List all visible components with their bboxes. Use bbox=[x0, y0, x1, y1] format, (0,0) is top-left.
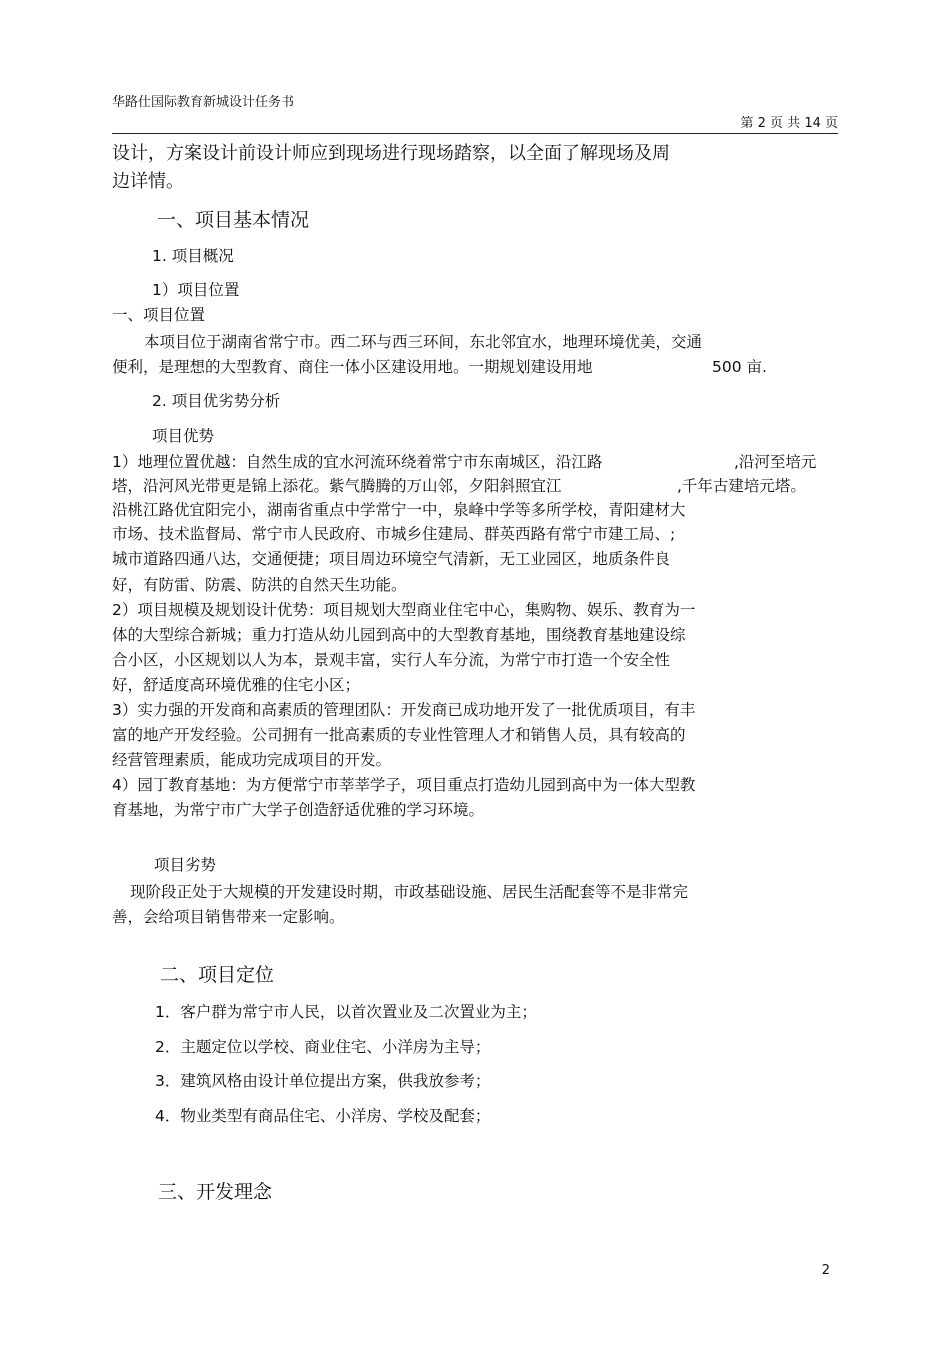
paragraph-line: 3）实力强的开发商和高素质的管理团队：开发商已成功地开发了一批优质项目，有丰 bbox=[112, 701, 696, 719]
paragraph-line: ,沿河至培元 bbox=[734, 453, 817, 471]
list-item: 3．建筑风格由设计单位提出方案，供我放参考； bbox=[155, 1072, 491, 1090]
section-heading: 一、项目基本情况 bbox=[157, 209, 310, 231]
disadvantages-heading: 项目劣势 bbox=[154, 856, 217, 874]
paragraph-line: 育基地，为常宁市广大学子创造舒适优雅的学习环境。 bbox=[112, 801, 485, 819]
location-label: 一、项目位置 bbox=[112, 306, 206, 324]
paragraph-line: 城市道路四通八达，交通便捷；项目周边环境空气清新，无工业园区，地质条件良 bbox=[112, 550, 671, 568]
section-heading: 三、开发理念 bbox=[158, 1181, 273, 1203]
paragraph-line: 富的地产开发经验。公司拥有一批高素质的专业性管理人才和销售人员，具有较高的 bbox=[112, 726, 686, 744]
intro-line: 设计，方案设计前设计师应到现场进行现场踏察，以全面了解现场及周 bbox=[112, 143, 670, 164]
paragraph-line: ,千年古建培元塔。 bbox=[677, 477, 806, 495]
paragraph-line: 市场、技术监督局、常宁市人民政府、市城乡住建局、群英西路有常宁市建工局、; bbox=[112, 525, 676, 543]
advantages-heading: 项目优势 bbox=[152, 427, 215, 445]
page-number: 2 bbox=[821, 1263, 830, 1278]
subsection-heading: 1）项目位置 bbox=[152, 281, 240, 299]
paragraph-line: 好，舒适度高环境优雅的住宅小区； bbox=[112, 676, 361, 694]
list-item: 1．客户群为常宁市人民，以首次置业及二次置业为主； bbox=[155, 1003, 537, 1021]
subsection-heading: 2. 项目优劣势分析 bbox=[152, 392, 281, 410]
paragraph-line: 好，有防雷、防震、防洪的自然天生功能。 bbox=[112, 576, 407, 594]
page-count: 第 2 页 共 14 页 bbox=[740, 116, 838, 131]
paragraph-line: 便利，是理想的大型教育、商住一体小区建设用地。一期规划建设用地 bbox=[112, 358, 593, 376]
subsection-heading: 1. 项目概况 bbox=[152, 247, 234, 265]
paragraph-line: 塔，沿河风光带更是锦上添花。紫气腾腾的万山邻，夕阳斜照宜江 bbox=[112, 477, 562, 495]
paragraph-line: 本项目位于湖南省常宁市。西二环与西三环间，东北邻宜水，地理环境优美，交通 bbox=[144, 333, 703, 351]
paragraph-line: 经营管理素质，能成功完成项目的开发。 bbox=[112, 751, 392, 769]
list-item: 4．物业类型有商品住宅、小洋房、学校及配套； bbox=[155, 1107, 491, 1125]
paragraph-line: 4）园丁教育基地：为方便常宁市莘莘学子，项目重点打造幼儿园到高中为一体大型教 bbox=[112, 776, 696, 794]
paragraph-line: 2）项目规模及规划设计优势：项目规划大型商业住宅中心，集购物、娱乐、教育为一 bbox=[112, 601, 696, 619]
intro-line: 边详情。 bbox=[112, 171, 184, 192]
list-item: 2．主题定位以学校、商业住宅、小洋房为主导； bbox=[155, 1038, 491, 1056]
section-heading: 二、项目定位 bbox=[160, 964, 275, 986]
paragraph-line: 沿桃江路优宜阳完小，湖南省重点中学常宁一中，泉峰中学等多所学校，青阳建材大 bbox=[112, 501, 686, 519]
paragraph-line: 1）地理位置优越：自然生成的宜水河流环绕着常宁市东南城区，沿江路 bbox=[112, 453, 603, 471]
paragraph-line: 体的大型综合新城；重力打造从幼儿园到高中的大型教育基地，围绕教育基地建设综 bbox=[112, 626, 686, 644]
paragraph-line: 500 亩. bbox=[712, 358, 767, 376]
paragraph-line: 现阶段正处于大规模的开发建设时期，市政基础设施、居民生活配套等不是非常完 bbox=[130, 883, 689, 901]
header-rule bbox=[112, 133, 838, 134]
paragraph-line: 善，会给项目销售带来一定影响。 bbox=[112, 908, 345, 926]
document-header-title: 华路仕国际教育新城设计任务书 bbox=[112, 95, 295, 110]
paragraph-line: 合小区，小区规划以人为本，景观丰富，实行人车分流，为常宁市打造一个安全性 bbox=[112, 651, 671, 669]
